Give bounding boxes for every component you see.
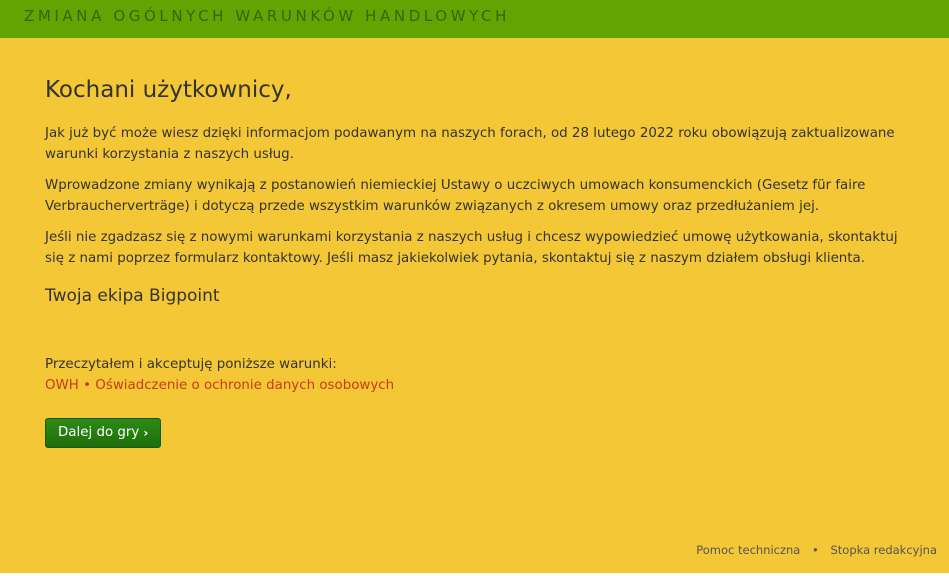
greeting-heading: Kochani użytkownicy, (45, 77, 292, 103)
imprint-link[interactable]: Stopka redakcyjna (830, 543, 937, 557)
privacy-policy-link[interactable]: Oświadczenie o ochronie danych osobowych (95, 378, 395, 393)
continue-button-label: Dalej do gry (58, 425, 140, 440)
paragraph-changes: Wprowadzone zmiany wynikają z postanowień niemieckiej Ustawy o uczciwych umowach konsumenckich (Gesetz für faire Verbraucherverträge) i dotyczą przede wszystkim warunków związanych z okresem umowy oraz przedłużaniem jej. (45, 178, 866, 214)
accept-terms-label: Przeczytałem i akceptuję poniższe warunki: (45, 357, 337, 372)
paragraph-update-info: Jak już być może wiesz dzięki informacjom podawanym na naszych forach, od 28 lutego 2022 roku obowiązują zaktualizowane warunki korzystania z naszych usług. (45, 126, 895, 162)
paragraph-contact: Jeśli nie zgadzasz się z nowymi warunkami korzystania z naszych usług i chcesz wypowiedzieć umowę użytkowania, skontaktuj się z nami poprzez formularz kontaktowy. Jeśli masz jakiekolwiek pytania, skontaktuj się z naszym działem obsługi klienta. (45, 230, 898, 266)
continue-to-game-button[interactable] (45, 418, 161, 448)
footer-separator: • (812, 543, 819, 557)
page-title: ZMIANA OGÓLNYCH WARUNKÓW HANDLOWYCH (24, 7, 511, 25)
chevron-right-icon: › (143, 426, 149, 440)
header-bar (0, 0, 949, 38)
terms-links (45, 378, 394, 393)
technical-support-link[interactable]: Pomoc techniczna (696, 543, 801, 557)
link-separator: • (83, 378, 92, 393)
signature: Twoja ekipa Bigpoint (45, 286, 220, 306)
terms-link[interactable]: OWH (45, 378, 79, 393)
main-content (45, 74, 905, 440)
footer-links (696, 543, 937, 557)
